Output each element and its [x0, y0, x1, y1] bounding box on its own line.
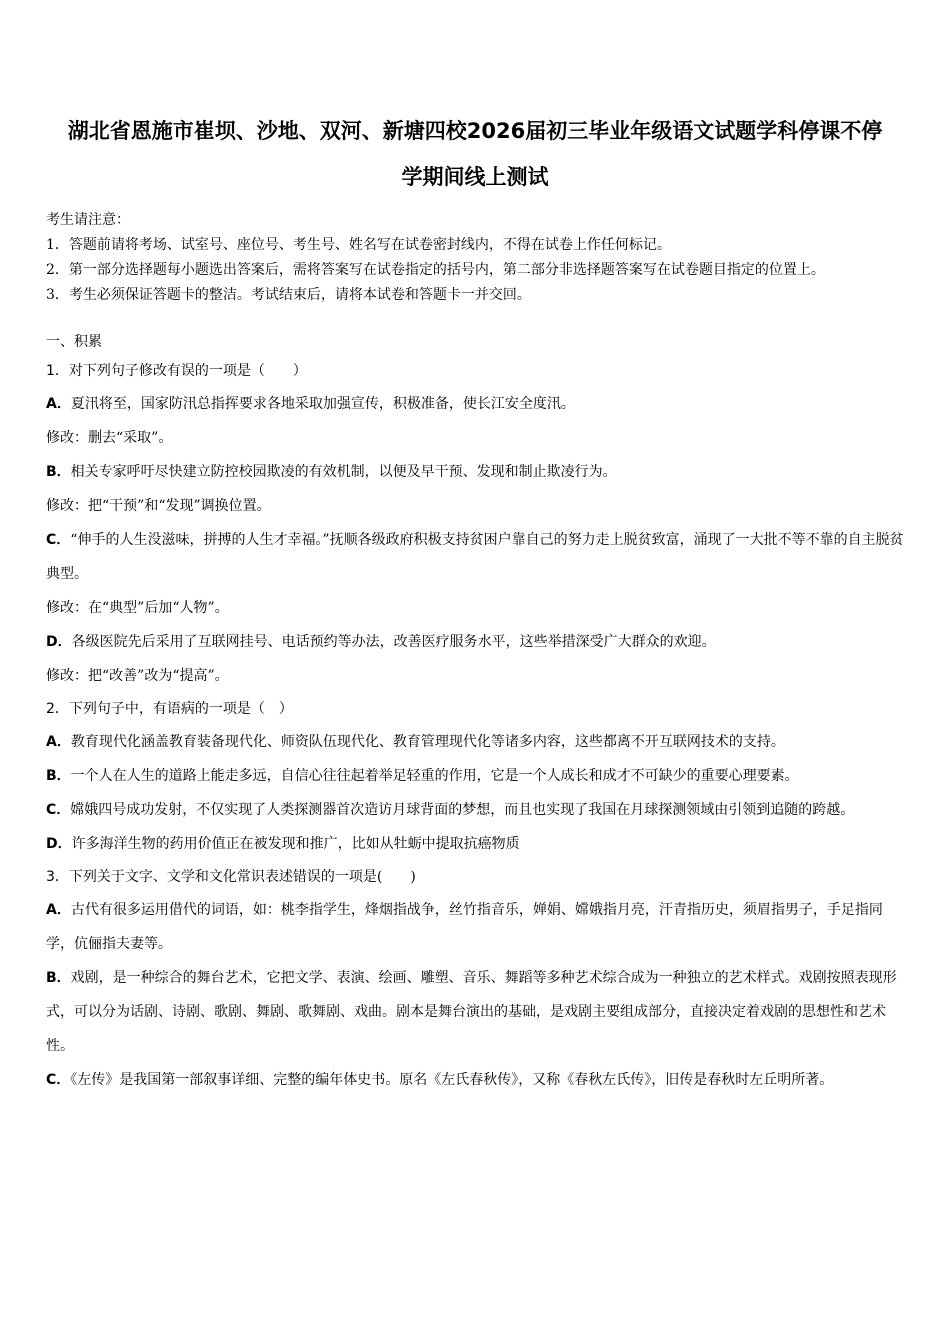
option-2c: [46, 793, 904, 827]
option-letter: D．: [46, 634, 72, 650]
notice-item-3: 3．考生必须保证答题卡的整洁。考试结束后，请将本试卷和答题卡一并交回。: [46, 287, 531, 303]
option-letter: A．: [46, 396, 71, 412]
option-letter: B．: [46, 768, 71, 784]
option-text: 夏汛将至，国家防汛总指挥要求各地采取加强宣传，积极准备，使长江安全度汛。: [70, 396, 575, 412]
option-text: “伸手的人生没滋味，拼搏的人生才幸福。”抚顺各级政府积极支持贫困户靠自己的努力走上脱贫致富，涌现了一大批不等不靠的自主脱贫典型。: [46, 532, 904, 582]
option-2d: [46, 827, 904, 861]
notice-heading: 考生请注意：: [46, 212, 130, 228]
exam-title-line1: 湖北省恩施市崔坝、沙地、双河、新塘四校2026届初三毕业年级语文试题学科停课不停: [67, 119, 883, 143]
option-text: 嫦娥四号成功发射，不仅实现了人类探测器首次造访月球背面的梦想，而且也实现了我国在月球探测领域由引领到追随的跨越。: [70, 802, 855, 818]
option-text: 教育现代化涵盖教育装备现代化、师资队伍现代化、教育管理现代化等诸多内容，这些都离不开互联网技术的支持。: [70, 734, 785, 750]
option-1a: [46, 387, 904, 421]
option-3b: [46, 961, 904, 1063]
option-letter: A．: [46, 902, 71, 918]
option-1b: [46, 455, 904, 489]
question-number: 3．: [46, 869, 69, 885]
option-letter: C．: [46, 1072, 71, 1088]
option-3a: [46, 893, 904, 961]
revision-1b: 修改：把“干预”和“发现”调换位置。: [46, 498, 271, 514]
question-3: [46, 861, 904, 893]
option-2b: [46, 759, 904, 793]
option-1c: [46, 523, 904, 591]
notice-item-1: 1．答题前请将考场、试室号、座位号、考生号、姓名写在试卷密封线内，不得在试卷上作任何标记。: [46, 237, 671, 253]
question-stem: 下列句子中，有语病的一项是（ ）: [68, 701, 293, 717]
question-number: 2．: [46, 701, 69, 717]
question-2: [46, 693, 904, 725]
option-text: 一个人在人生的道路上能走多远，自信心往往起着举足轻重的作用，它是一个人成长和成才不可缺少的重要心理要素。: [70, 768, 799, 784]
revision-1d: 修改：把“改善”改为“提高”。: [46, 668, 229, 684]
revision-1c: 修改：在“典型”后加“人物”。: [46, 600, 229, 616]
exam-title: [38, 108, 912, 200]
exam-title-line2: 学期间线上测试: [401, 165, 549, 189]
option-letter: A．: [46, 734, 71, 750]
option-2a: [46, 725, 904, 759]
revision-1a: 修改：删去“采取”。: [46, 430, 173, 446]
option-letter: D．: [46, 836, 72, 852]
option-text: 《左传》是我国第一部叙事详细、完整的编年体史书。原名《左氏春秋传》，又称《春秋左氏传》，旧传是春秋时左丘明所著。: [70, 1072, 834, 1088]
question-number: 1．: [46, 363, 69, 379]
option-text: 古代有很多运用借代的词语，如：桃李指学生，烽烟指战争，丝竹指音乐，婵娟、嫦娥指月亮，汗青指历史，须眉指男子，手足指同学，伉俪指夫妻等。: [46, 902, 883, 952]
option-text: 戏剧，是一种综合的舞台艺术，它把文学、表演、绘画、雕塑、音乐、舞蹈等多种艺术综合成为一种独立的艺术样式。戏剧按照表现形式，可以分为话剧、诗剧、歌剧、舞剧、歌舞剧、戏曲。剧本是舞台演出的基础，是戏剧主要组成部分，直接决定着戏剧的思想性和艺术性。: [46, 970, 897, 1054]
question-1: [46, 355, 904, 387]
option-text: 许多海洋生物的药用价值正在被发现和推广，比如从牡蛎中提取抗癌物质: [71, 836, 520, 852]
option-letter: C．: [46, 802, 71, 818]
option-text: 各级医院先后采用了互联网挂号、电话预约等办法，改善医疗服务水平，这些举措深受广大群众的欢迎。: [71, 634, 716, 650]
exam-notice: [46, 208, 904, 308]
notice-item-2: 2．第一部分选择题每小题选出答案后，需将答案写在试卷指定的括号内，第二部分非选择题答案写在试卷题目指定的位置上。: [46, 262, 825, 278]
option-text: 相关专家呼吁尽快建立防控校园欺凌的有效机制，以便及早干预、发现和制止欺凌行为。: [70, 464, 617, 480]
section-heading: 一、积累: [46, 334, 102, 350]
option-1d: [46, 625, 904, 659]
option-letter: B．: [46, 970, 71, 986]
option-letter: B．: [46, 464, 71, 480]
question-stem: 对下列句子修改有误的一项是（ ）: [68, 363, 307, 379]
question-stem: 下列关于文字、文学和文化常识表述错误的一项是( ): [68, 869, 416, 885]
option-letter: C．: [46, 532, 71, 548]
option-3c: [46, 1063, 904, 1097]
